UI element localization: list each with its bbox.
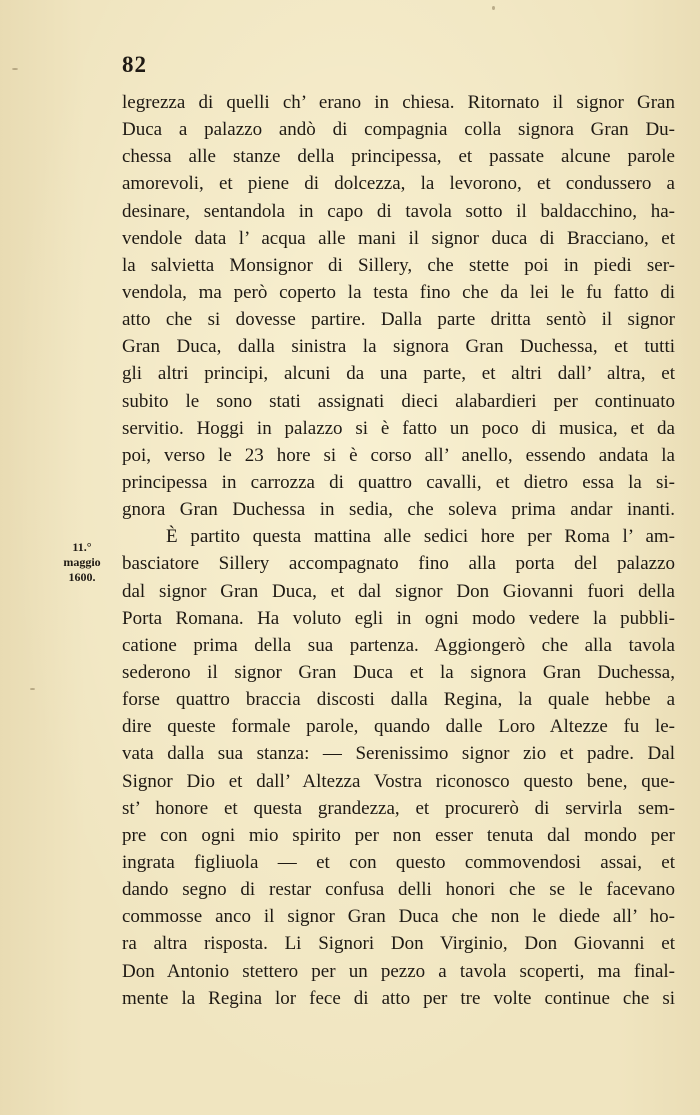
text-line: gnora Gran Duchessa in sedia, che soleva prima andar inanti.	[122, 499, 675, 521]
paper-speck	[12, 68, 18, 70]
page-number: 82	[122, 52, 147, 77]
text-line: vata dalla sua stanza: — Serenissimo signor zio et padre. Dal	[122, 743, 675, 765]
text-line: la salvietta Monsignor di Sillery, che stette poi in piedi ser-	[122, 254, 675, 276]
paper-speck	[30, 688, 35, 690]
text-line: Gran Duca, dalla sinistra la signora Gran Duchessa, et tutti	[122, 336, 675, 358]
text-line: dando segno di restar confusa delli honori che se le facevano	[122, 879, 675, 901]
margin-note-month: maggio	[63, 555, 101, 569]
body-text	[122, 89, 675, 1012]
text-line: pre con ogni mio spirito per non esser tenuta dal mondo per	[122, 824, 675, 846]
text-line: Porta Romana. Ha voluto egli in ogni modo vedere la pubbli-	[122, 607, 675, 629]
text-line: principessa in carrozza di quattro cavalli, et dietro essa la si-	[122, 471, 675, 493]
text-line: ra altra risposta. Li Signori Don Virginio, Don Giovanni et	[122, 933, 675, 955]
text-line: atto che si dovesse partire. Dalla parte dritta sentò il signor	[122, 309, 675, 331]
text-line: Signor Dio et dall’ Altezza Vostra riconosco questo bene, que-	[122, 770, 675, 792]
paper-speck	[492, 6, 495, 10]
text-line: sederono il signor Gran Duca et la signora Gran Duchessa,	[122, 661, 675, 683]
text-line: Don Antonio stettero per un pezzo a tavola scoperti, ma final-	[122, 960, 675, 982]
text-line: poi, verso le 23 hore si è corso all’ anello, essendo andata la	[122, 444, 675, 466]
text-line: mente la Regina lor fece di atto per tre volte continue che si	[122, 987, 675, 1009]
margin-date-note	[52, 540, 112, 585]
text-line: amorevoli, et piene di dolcezza, la levorono, et condussero a	[122, 173, 675, 195]
text-line: chessa alle stanze della principessa, et passate alcune parole	[122, 146, 675, 168]
text-line: ingrata figliuola — et con questo commovendosi assai, et	[122, 851, 675, 873]
text-line: desinare, sentandola in capo di tavola sotto il baldacchino, ha-	[122, 200, 675, 222]
text-line: servitio. Hoggi in palazzo si è fatto un poco di musica, et da	[122, 417, 675, 439]
text-line: gli altri principi, alcuni da una parte, et altri dall’ altra, et	[122, 363, 675, 385]
text-line: dal signor Gran Duca, et dal signor Don Giovanni fuori della	[122, 580, 675, 602]
text-line: st’ honore et questa grandezza, et procurerò di servirla sem-	[122, 797, 675, 819]
text-line: subito le sono stati assignati dieci alabardieri per continuato	[122, 390, 675, 412]
text-line: vendole data l’ acqua alle mani il signor duca di Bracciano, et	[122, 227, 675, 249]
paragraph-start-line: È partito questa mattina alle sedici hore per Roma l’ am-	[166, 526, 675, 548]
text-line: forse quattro braccia discosti dalla Regina, la quale hebbe a	[122, 689, 675, 711]
text-line: Duca a palazzo andò di compagnia colla signora Gran Du-	[122, 119, 675, 141]
text-line: catione prima della sua partenza. Aggiongerò che alla tavola	[122, 634, 675, 656]
text-line: commosse anco il signor Gran Duca che non le diede all’ ho-	[122, 906, 675, 928]
text-line: legrezza di quelli ch’ erano in chiesa. Ritornato il signor Gran	[122, 92, 675, 113]
text-line: dire queste formale parole, quando dalle Loro Altezze fu le-	[122, 716, 675, 738]
text-line: basciatore Sillery accompagnato fino alla porta del palazzo	[122, 553, 675, 575]
margin-note-day: 11.°	[72, 540, 92, 554]
margin-note-year: 1600.	[68, 570, 96, 584]
text-line: vendola, ma però coperto la testa fino che da lei le fu fatto di	[122, 281, 675, 303]
